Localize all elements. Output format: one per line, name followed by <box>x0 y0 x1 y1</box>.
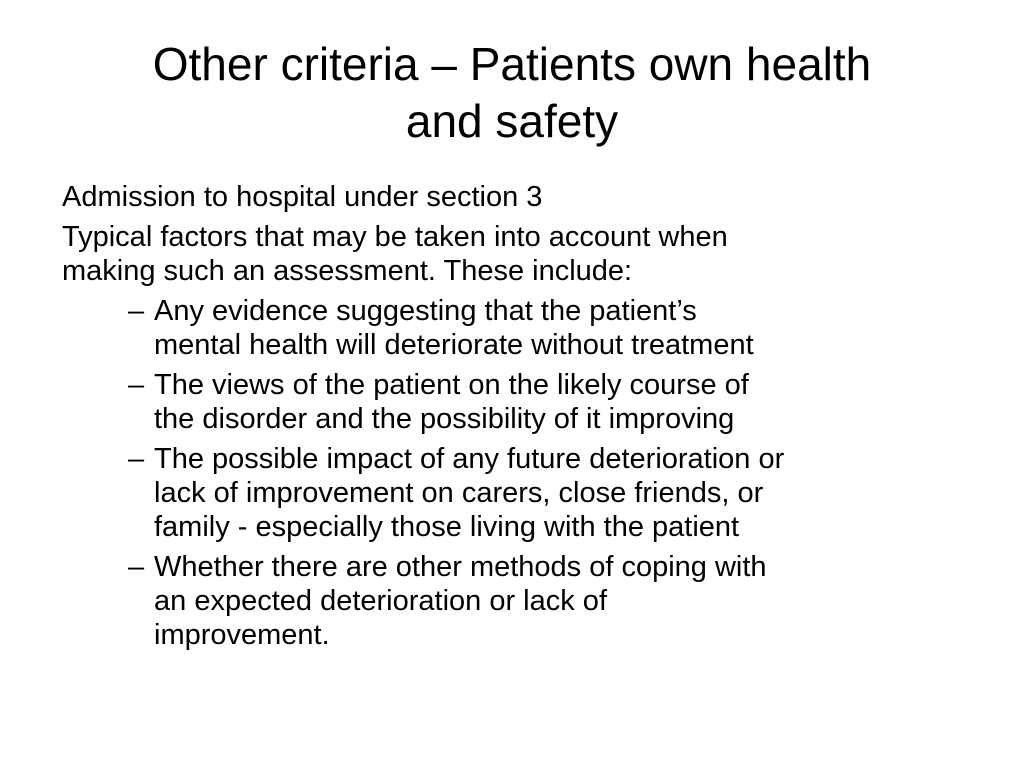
paragraph-line: Admission to hospital under section 3 <box>62 181 543 213</box>
slide-title-line: Other criteria – Patients own health <box>152 38 872 90</box>
dash-bullet-icon: – <box>128 369 145 401</box>
factor-item-impact-on-carers <box>128 442 982 544</box>
body-paragraph-admission <box>62 180 982 214</box>
factor-item-line: an expected deterioration or lack of <box>154 585 607 617</box>
slide-title <box>40 36 984 150</box>
dash-bullet-icon: – <box>128 443 145 475</box>
factor-item-line: Any evidence suggesting that the patient’s <box>154 295 697 327</box>
factor-item-patient-views <box>128 368 982 436</box>
factor-item-line: mental health will deteriorate without treatment <box>154 329 754 361</box>
slide-title-line: and safety <box>405 95 619 147</box>
body-paragraph-typical-factors <box>62 220 982 288</box>
factor-item-line: The views of the patient on the likely course of <box>154 369 749 401</box>
factor-list <box>62 294 982 652</box>
factor-item-line: lack of improvement on carers, close friends, or <box>154 477 764 509</box>
factor-item-coping-methods <box>128 550 982 652</box>
slide-body <box>62 180 982 658</box>
factor-item-line: The possible impact of any future deterioration or <box>154 443 785 475</box>
factor-item-line: family - especially those living with the patient <box>154 511 740 543</box>
factor-item-line: the disorder and the possibility of it improving <box>154 403 735 435</box>
dash-bullet-icon: – <box>128 551 145 583</box>
factor-item-line: improvement. <box>154 619 330 651</box>
paragraph-line: making such an assessment. These include: <box>62 255 633 287</box>
dash-bullet-icon: – <box>128 295 145 327</box>
factor-item-evidence <box>128 294 982 362</box>
factor-item-line: Whether there are other methods of coping with <box>154 551 767 583</box>
paragraph-line: Typical factors that may be taken into account when <box>62 221 728 253</box>
